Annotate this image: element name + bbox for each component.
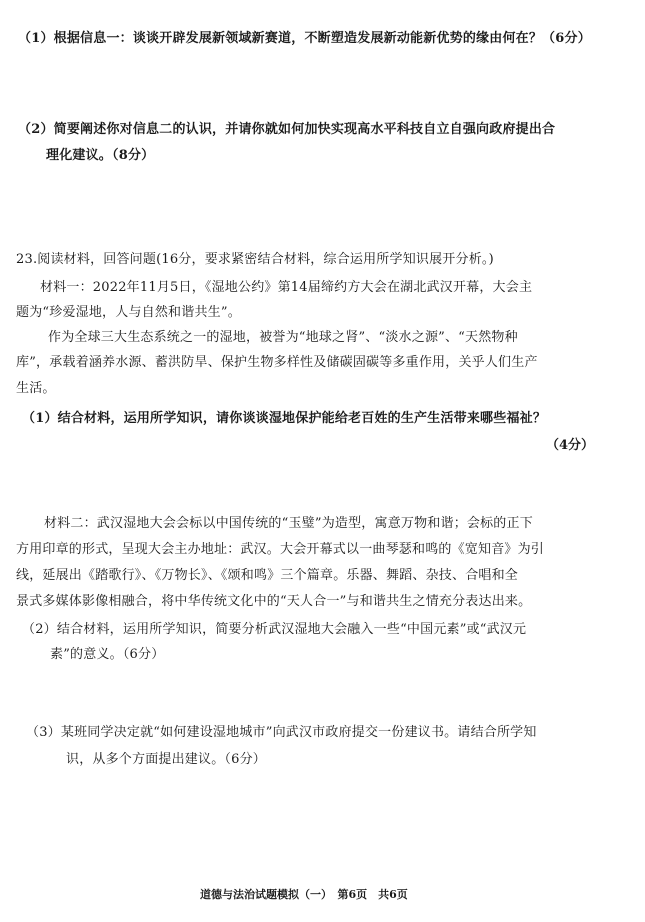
- q23-sub1-score: （4分）: [546, 438, 595, 453]
- q23-sub2-line1: （2）结合材料，运用所学知识，简要分析武汉湿地大会融入一些“中国元素”或“武汉元: [22, 622, 527, 637]
- q23-material1-line2: 题为“珍爱湿地，人与自然和谐共生”。: [16, 305, 241, 320]
- page-footer: 道德与法治试题模拟（一） 第6页 共6页: [200, 888, 408, 901]
- q23-material1-line1: 材料一：2022年11月5日，《湿地公约》第14届缔约方大会在湖北武汉开幕，大会主: [40, 280, 533, 295]
- q23-material2-line1: 材料二：武汉湿地大会会标以中国传统的“玉璧”为造型，寓意万物和谐；会标的正下: [44, 516, 533, 531]
- q23-material1-line4: 库”，承载着涵养水源、蓄洪防旱、保护生物多样性及储碳固碳等多重作用，关乎人们生产: [16, 355, 538, 370]
- q22-sub2-line1: （2）简要阐述你对信息二的认识，并请你就如何加快实现高水平科技自立自强向政府提出合: [18, 122, 556, 137]
- q23-sub3-line2: 识，从多个方面提出建议。（6分）: [66, 752, 266, 767]
- q23-intro: 23.阅读材料，回答问题(16分，要求紧密结合材料，综合运用所学知识展开分析。): [16, 252, 494, 267]
- q23-sub3-line1: （3）某班同学决定就“如何建设湿地城市”向武汉市政府提交一份建议书。请结合所学知: [26, 725, 537, 740]
- q22-sub1: （1）根据信息一：谈谈开辟发展新领域新赛道，不断塑造发展新动能新优势的缘由何在？（6分）: [18, 31, 591, 46]
- q23-sub2-line2: 素”的意义。（6分）: [50, 647, 165, 662]
- q23-sub1-question: （1）结合材料，运用所学知识，请你谈谈湿地保护能给老百姓的生产生活带来哪些福祉？: [22, 411, 547, 426]
- q23-material1-line3: 作为全球三大生态系统之一的湿地，被誉为“地球之肾”、“淡水之源”、“天然物种: [48, 330, 518, 345]
- q22-sub2-line2: 理化建议。（8分）: [46, 148, 155, 163]
- q23-material1-line5: 生活。: [16, 381, 56, 396]
- q23-material2-line2: 方用印章的形式，呈现大会主办地址：武汉。大会开幕式以一曲琴瑟和鸣的《宽知音》为引: [16, 542, 545, 557]
- q23-material2-line4: 景式多媒体影像相融合，将中华传统文化中的“天人合一”与和谐共生之情充分表达出来。: [16, 594, 532, 609]
- q23-material2-line3: 线，延展出《踏歌行》、《万物长》、《颂和鸣》三个篇章。乐器、舞蹈、杂技、合唱和全: [16, 568, 519, 583]
